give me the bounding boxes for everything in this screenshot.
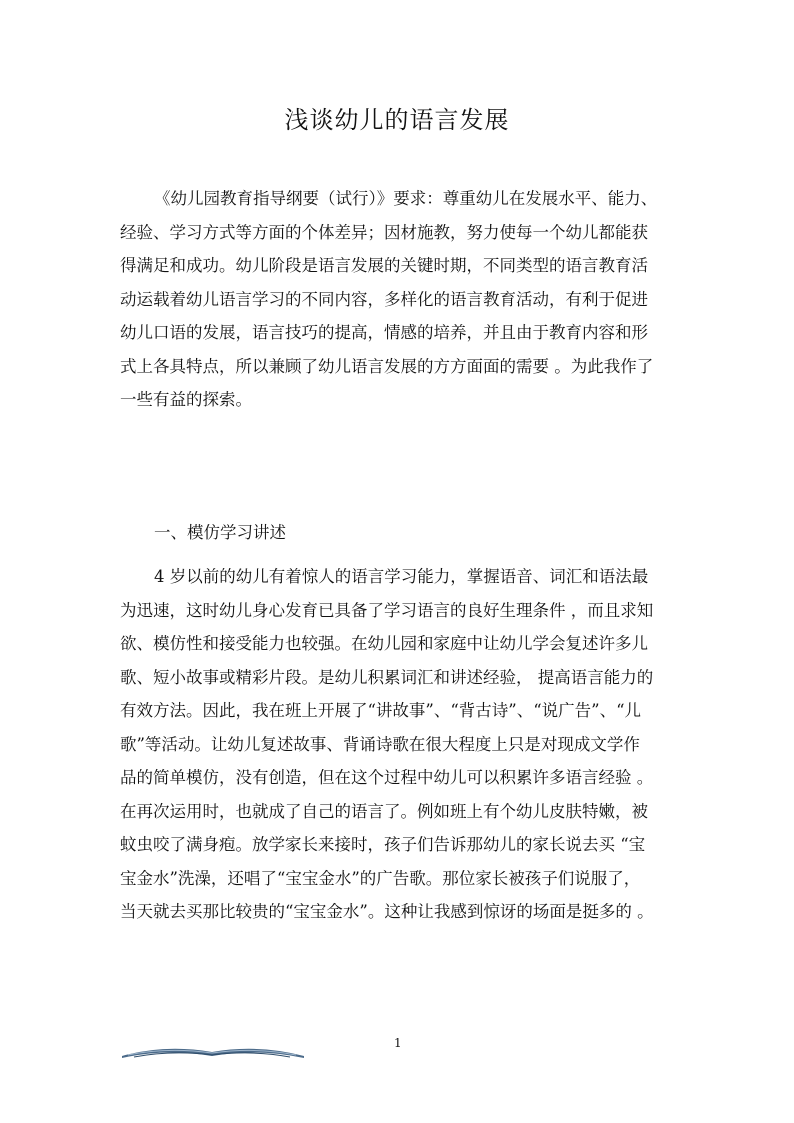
section-paragraph bbox=[120, 560, 680, 929]
paragraph-line: 为迅速，这时幼儿身心发育已具备了学习语言的良好生理条件 ，而且求知 bbox=[120, 600, 654, 620]
paragraph-line: 蚊虫咬了满身疱。放学家长来接时，孩子们告诉那幼儿的家长说去买 “宝 bbox=[120, 835, 646, 854]
paragraph-line: 宝金水”洗澡，还唱了“宝宝金水”的广告歌。那位家长被孩子们说服了， bbox=[120, 868, 641, 888]
paragraph-line: 欲、模仿性和接受能力也较强。在幼儿园和家庭中让幼儿学会复述许多儿 bbox=[120, 634, 648, 653]
paragraph-line: 幼儿口语的发展，语言技巧的提高，情感的培养，并且由于教育内容和形 bbox=[120, 323, 648, 342]
paragraph-line: 歌、短小故事或精彩片段。是幼儿积累词汇和讲述经验， 提高语言能力的 bbox=[120, 667, 654, 687]
paragraph-line: 品的简单模仿，没有创造，但在这个过程中幼儿可以积累许多语言经验 。 bbox=[120, 768, 654, 787]
section-heading-text: 一、模仿学习讲述 bbox=[154, 523, 286, 542]
open-book-icon bbox=[120, 1042, 306, 1060]
paragraph-line: 一些有益的探索。 bbox=[120, 390, 252, 409]
paragraph-line: 在再次运用时，也就成了自己的语言了。例如班上有个幼儿皮肤特嫩，被 bbox=[120, 801, 648, 821]
page-number: 1 bbox=[394, 1036, 402, 1050]
section-heading bbox=[120, 516, 680, 550]
document-title: 浅谈幼儿的语言发展 bbox=[284, 106, 510, 134]
paragraph-line: 4 岁以前的幼儿有着惊人的语言学习能力，掌握语音、词汇和语法最 bbox=[154, 567, 649, 586]
paragraph-line: 有效方法。因此，我在班上开展了“讲故事”、“背古诗”、“说广告”、“儿 bbox=[120, 701, 642, 720]
paragraph-line: 动运载着幼儿语言学习的不同内容，多样化的语言教育活动，有利于促进 bbox=[120, 289, 648, 309]
paragraph-line: 《幼儿园教育指导纲要（试行）》要求：尊重幼儿在发展水平、能力、 bbox=[154, 189, 658, 208]
paragraph-line: 式上各具特点，所以兼顾了幼儿语言发展的方方面面的需要 。为此我作了 bbox=[120, 356, 654, 376]
paragraph-line: 经验、学习方式等方面的个体差异；因材施教，努力使每一个幼儿都能获 bbox=[120, 222, 648, 242]
intro-paragraph bbox=[120, 182, 680, 417]
paragraph-line: 当天就去买那比较贵的“宝宝金水”。这种让我感到惊讶的场面是挺多的 。 bbox=[120, 902, 654, 921]
paragraph-line: 歌”等活动。让幼儿复述故事、背诵诗歌在很大程度上只是对现成文学作 bbox=[120, 734, 640, 754]
paragraph-line: 得满足和成功。幼儿阶段是语言发展的关键时期，不同类型的语言教育活 bbox=[120, 256, 648, 275]
